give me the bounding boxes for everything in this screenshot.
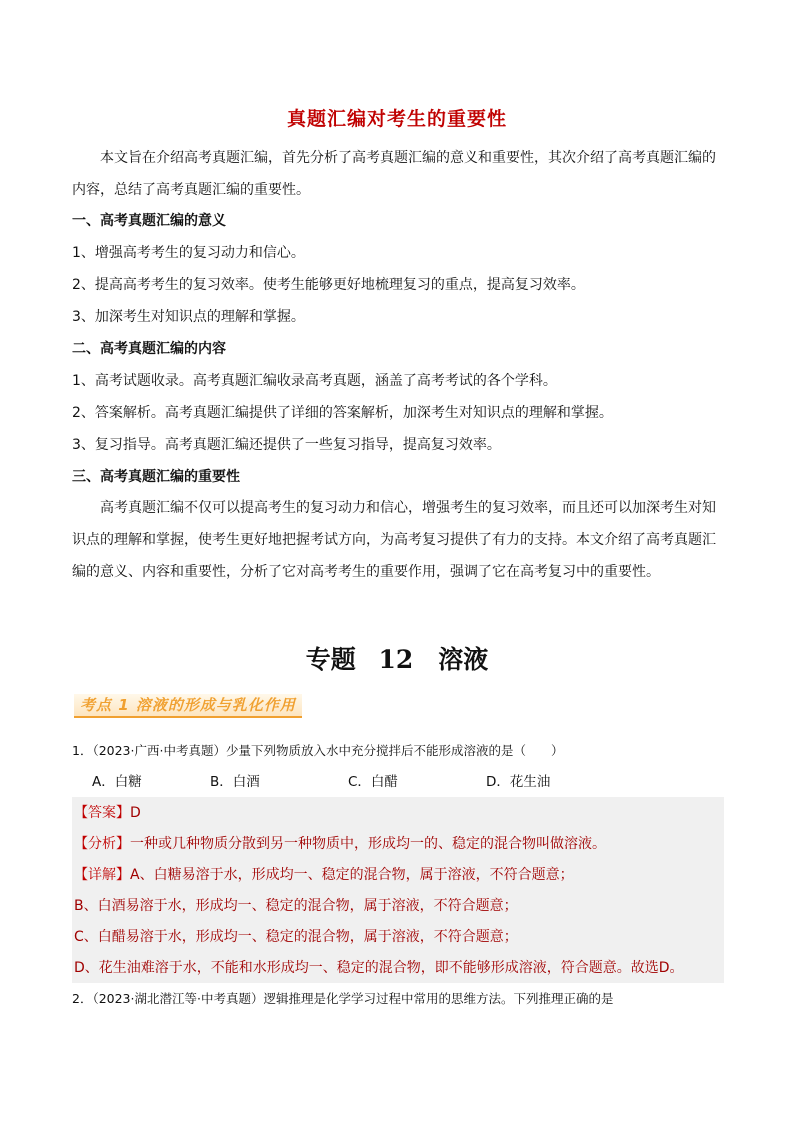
section-1-heading: 一、高考真题汇编的意义 xyxy=(72,213,226,229)
section-2-item: 1、高考试题收录。高考真题汇编收录高考真题，涵盖了高考考试的各个学科。 xyxy=(72,373,557,389)
section-2-item: 3、复习指导。高考真题汇编还提供了一些复习指导，提高复习效率。 xyxy=(72,437,501,453)
intro-paragraph: 本文旨在介绍高考真题汇编，首先分析了高考真题汇编的意义和重要性，其次介绍了高考真题汇编的内容，总结了高考真题汇编的重要性。 xyxy=(72,150,716,198)
answer-line xyxy=(74,802,141,824)
question-1-stem: 1．（2023·广西·中考真题）少量下列物质放入水中充分搅拌后不能形成溶液的是（ ） xyxy=(72,743,564,758)
answer-tag: 【答案】 xyxy=(74,805,130,821)
section-1-item: 2、提高高考考生的复习效率。使考生能够更好地梳理复习的重点，提高复习效率。 xyxy=(72,277,585,293)
section-3-heading: 三、高考真题汇编的重要性 xyxy=(72,469,240,485)
question-1-option-d: D．花生油 xyxy=(486,774,551,790)
question-1-option-a: A．白糖 xyxy=(92,774,142,790)
section-1-item: 3、加深考生对知识点的理解和掌握。 xyxy=(72,309,305,325)
question-1-option-b: B．白酒 xyxy=(210,774,260,790)
analysis-text: 一种或几种物质分散到另一种物质中，形成均一的、稳定的混合物叫做溶液。 xyxy=(130,836,606,852)
section-2-item: 2、答案解析。高考真题汇编提供了详细的答案解析，加深考生对知识点的理解和掌握。 xyxy=(72,405,613,421)
answer-value: D xyxy=(130,805,141,821)
detail-tag: 【详解】 xyxy=(74,867,130,883)
topic-title: 专题 12 溶液 xyxy=(305,645,489,674)
section-2-heading: 二、高考真题汇编的内容 xyxy=(72,341,226,357)
detail-line: C、白醋易溶于水，形成均一、稳定的混合物，属于溶液，不符合题意； xyxy=(74,929,518,945)
section-3-paragraph: 高考真题汇编不仅可以提高考生的复习动力和信心，增强考生的复习效率，而且还可以加深考生对知识点的理解和掌握，使考生更好地把握考试方向，为高考复习提供了有力的支持。本文介绍了高考真题汇编的意义、内容和重要性，分析了它对高考考生的重要作用，强调了它在高考复习中的重要性。 xyxy=(72,500,716,580)
detail-line: B、白酒易溶于水，形成均一、稳定的混合物，属于溶液，不符合题意； xyxy=(74,898,518,914)
detail-text: A、白糖易溶于水，形成均一、稳定的混合物，属于溶液，不符合题意； xyxy=(130,867,574,883)
section-1-item: 1、增强高考考生的复习动力和信心。 xyxy=(72,245,305,261)
analysis-line xyxy=(74,833,606,855)
kaodian-banner: 考点 1 溶液的形成与乳化作用 xyxy=(74,694,302,718)
analysis-tag: 【分析】 xyxy=(74,836,130,852)
answer-box xyxy=(72,797,724,983)
document-title: 真题汇编对考生的重要性 xyxy=(286,108,507,130)
detail-line: D、花生油难溶于水，不能和水形成均一、稳定的混合物，即不能够形成溶液，符合题意。故选D。 xyxy=(74,960,684,976)
question-1-option-c: C．白醋 xyxy=(348,774,398,790)
detail-line xyxy=(74,864,574,886)
question-2-stem: 2．（2023·湖北潜江等·中考真题）逻辑推理是化学学习过程中常用的思维方法。下列推理正确的是 xyxy=(72,991,614,1006)
